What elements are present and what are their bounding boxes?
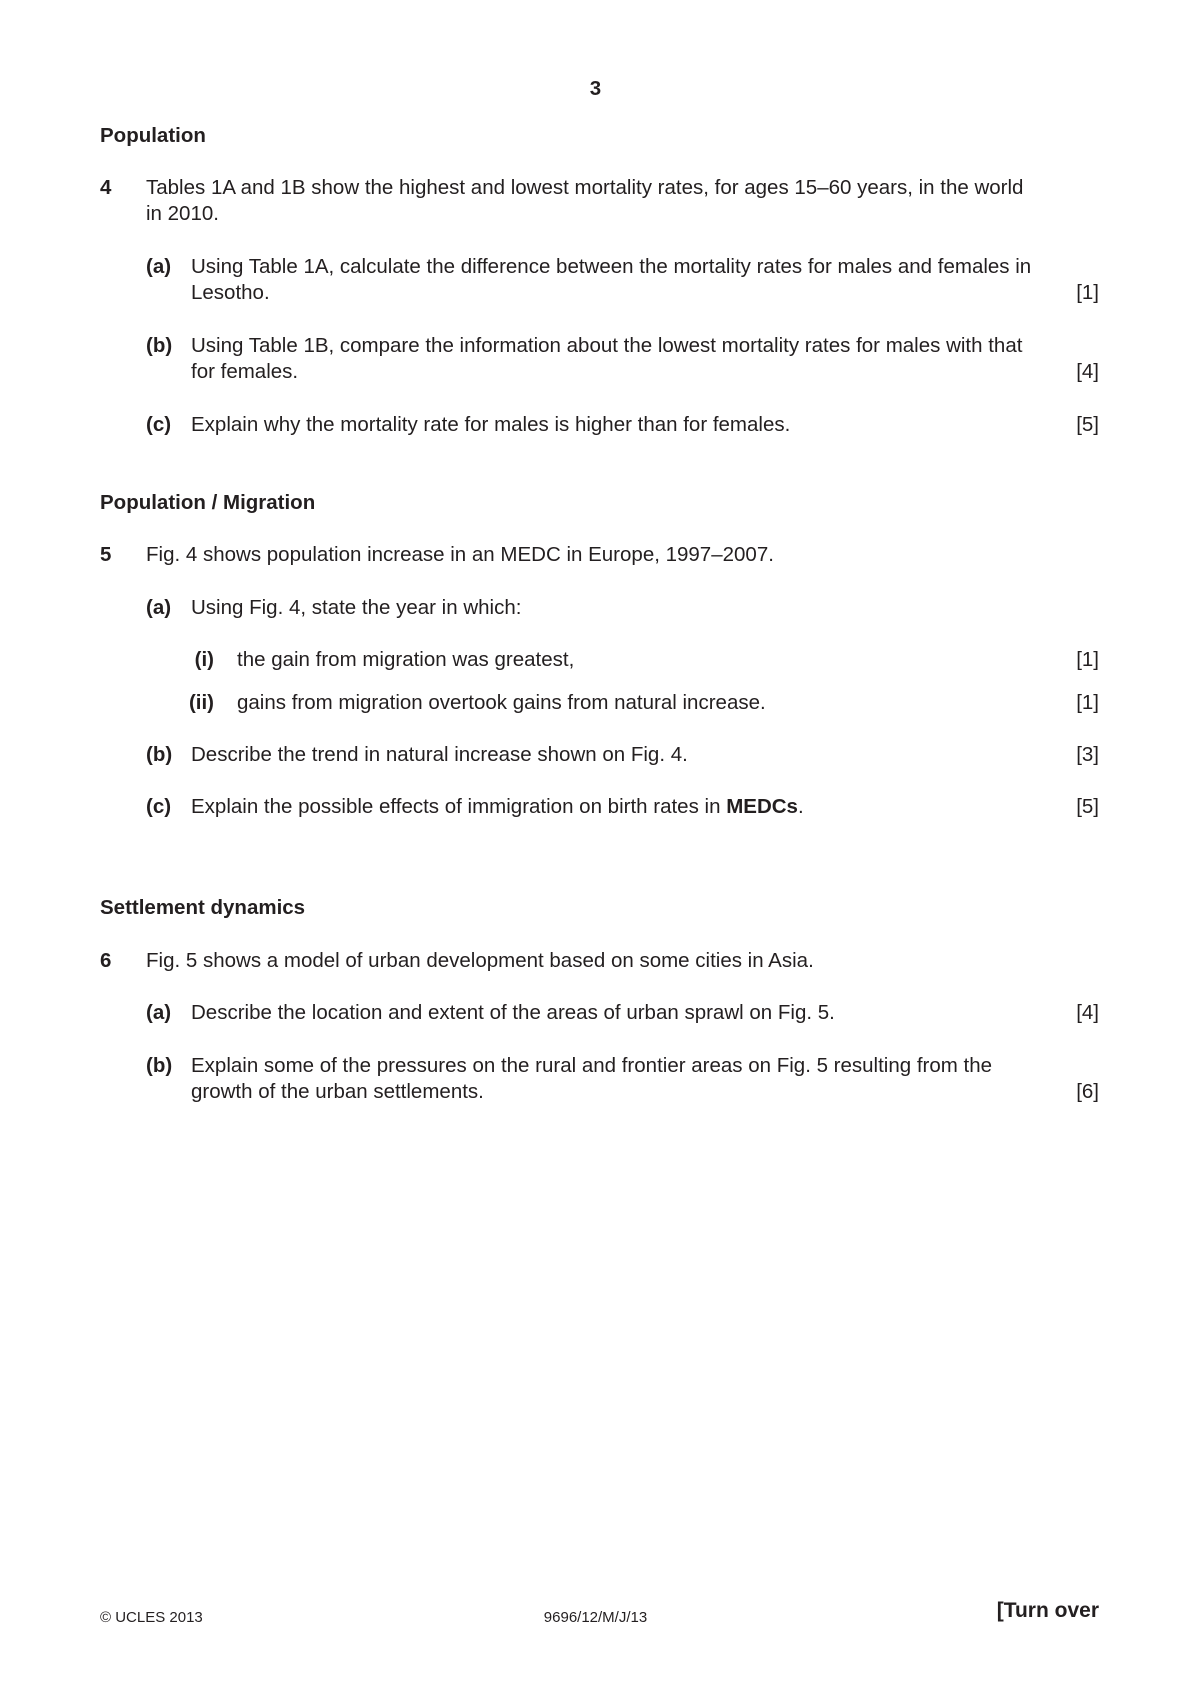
q6-part-b-mark: [6] — [1076, 1080, 1099, 1103]
q4-part-a-label: (a) — [146, 255, 172, 278]
q6-part-a-text: Describe the location and extent of the areas of urban sprawl on Fig. 5. — [191, 1001, 835, 1024]
section-heading-population: Population — [100, 124, 206, 147]
question-4-text-line1: Tables 1A and 1B show the highest and lowest mortality rates, for ages 15–60 years, in the world — [146, 176, 1024, 199]
q5-part-b-mark: [3] — [1076, 743, 1099, 766]
q4-part-c-label: (c) — [146, 413, 172, 436]
q5-part-c-text-bold: MEDCs — [726, 795, 798, 818]
q6-part-b-line1: Explain some of the pressures on the rural and frontier areas on Fig. 5 resulting from the — [191, 1054, 993, 1077]
q5-part-c-text-post: . — [797, 795, 804, 818]
page-number: 3 — [589, 77, 602, 100]
question-number-6: 6 — [100, 949, 112, 972]
section-heading-population-migration: Population / Migration — [100, 491, 316, 514]
q5-part-a-i-text: the gain from migration was greatest, — [237, 648, 575, 671]
q6-part-a-mark: [4] — [1076, 1001, 1099, 1024]
q6-part-b-line2: growth of the urban settlements. — [191, 1080, 484, 1103]
q5-part-c-mark: [5] — [1076, 795, 1099, 818]
question-number-5: 5 — [100, 543, 112, 566]
q4-part-b-line1: Using Table 1B, compare the information about the lowest mortality rates for males with that — [191, 334, 1023, 357]
question-number-4: 4 — [100, 176, 112, 199]
q4-part-a-mark: [1] — [1076, 281, 1099, 304]
q6-part-a-label: (a) — [146, 1001, 172, 1024]
q5-part-a-ii-label: (ii) — [188, 691, 214, 714]
q4-part-a-line1: Using Table 1A, calculate the difference between the mortality rates for males and females in — [191, 255, 1032, 278]
q4-part-b-line2: for females. — [191, 360, 299, 383]
section-heading-settlement-dynamics: Settlement dynamics — [100, 896, 306, 919]
q5-part-c-label: (c) — [146, 795, 172, 818]
question-6-text: Fig. 5 shows a model of urban development based on some cities in Asia. — [146, 949, 814, 972]
q5-part-a-label: (a) — [146, 596, 172, 619]
question-5-text: Fig. 4 shows population increase in an MEDC in Europe, 1997–2007. — [146, 543, 774, 566]
question-4-text-line2: in 2010. — [146, 202, 219, 225]
q5-part-a-text: Using Fig. 4, state the year in which: — [191, 596, 522, 619]
q4-part-b-mark: [4] — [1076, 360, 1099, 383]
q5-part-c-text — [191, 794, 1099, 820]
q5-part-a-ii-text: gains from migration overtook gains from natural increase. — [237, 691, 766, 714]
q5-part-a-ii-mark: [1] — [1076, 691, 1099, 714]
q5-part-a-i-mark: [1] — [1076, 648, 1099, 671]
q5-part-b-text: Describe the trend in natural increase shown on Fig. 4. — [191, 743, 688, 766]
q4-part-b-label: (b) — [146, 334, 173, 357]
q5-part-a-i-label: (i) — [194, 648, 214, 671]
q6-part-b-label: (b) — [146, 1054, 173, 1077]
footer-copyright: © UCLES 2013 — [100, 1609, 203, 1626]
q4-part-a-line2: Lesotho. — [191, 281, 270, 304]
q5-part-c-text-pre: Explain the possible effects of immigration on birth rates in — [191, 795, 727, 818]
q4-part-c-mark: [5] — [1076, 413, 1099, 436]
q5-part-b-label: (b) — [146, 743, 173, 766]
footer-paper-code: 9696/12/M/J/13 — [543, 1609, 648, 1626]
q4-part-c-text: Explain why the mortality rate for males is higher than for females. — [191, 413, 791, 436]
footer-turn-over: [Turn over — [996, 1599, 1099, 1622]
